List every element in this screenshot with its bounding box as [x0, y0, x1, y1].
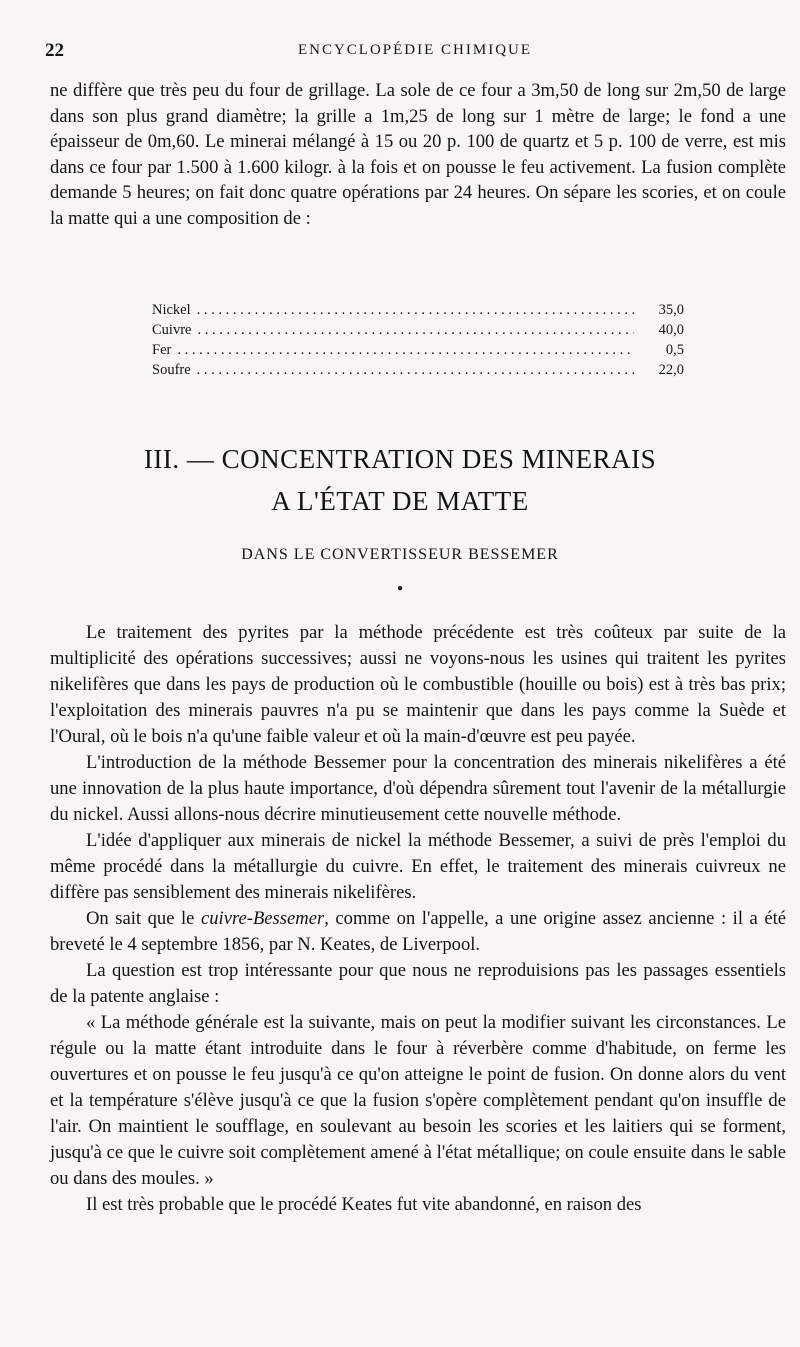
dot-leader [177, 340, 634, 360]
quote-paragraph: « La méthode générale est la suivante, mais on peut la modifier suivant les circonstances. Le régule ou la matte étant introduite dans le four à réverbère comme d'habitude, on ferme les ouvertures et on pousse le feu jusqu'à ce qu'on atteigne le point de fusion. On donne alors du vent et la température s'élève jusqu'à ce que la fusion s'opère complètement pendant qu'on insuffle de l'air. On maintient le soufflage, en soulevant au besoin les scories et les laitiers qui se forment, jusqu'à ce que le cuivre soit complètement amené à l'état métallique; on coule ensuite dans le sable ou dans des moules. » [50, 1012, 786, 1189]
composition-row [152, 320, 684, 340]
page-number: 22 [45, 40, 64, 61]
composition-value: 35,0 [658, 302, 684, 318]
composition-row [152, 300, 684, 320]
intro-paragraph: ne diffère que très peu du four de grillage. La sole de ce four a 3m,50 de long sur 2m,50 de large dans son plus grand diamètre; la grille a 1m,25 de long sur 1 mètre de large; le fond a une épaisseur de 0m,60. Le minerai mélangé à 15 ou 20 p. 100 de quartz et 5 p. 100 de verre, est mis dans ce four par 1.500 à 1.600 kilogr. à la fois et on pousse le feu activement. La fusion complète demande 5 heures; on fait donc quatre opérations par 24 heures. On sépare les scories, et on coule la matte qui a une composition de : [50, 80, 786, 229]
dot-leader [197, 360, 634, 380]
composition-row [152, 340, 684, 360]
italic-term: cuivre-Bessemer [200, 908, 325, 929]
composition-name: Cuivre [152, 322, 192, 338]
page-header [45, 40, 785, 66]
composition-value: 22,0 [658, 362, 684, 378]
composition-row [152, 360, 684, 380]
paragraph [50, 906, 786, 958]
section-title [0, 438, 800, 522]
section-title-line2: A L'ÉTAT DE MATTE [271, 486, 529, 516]
paragraph-text: , comme on l'appelle, a une origine assez ancienne : il a été breveté le 4 septembre 1856, par N. Keates, de Liverpool. [50, 908, 787, 955]
section-subtitle: DANS LE CONVERTISSEUR BESSEMER [241, 546, 559, 563]
paragraph-text: On sait que le [86, 908, 201, 929]
composition-value: 40,0 [658, 322, 684, 338]
paragraph: Le traitement des pyrites par la méthode précédente est très coûteux par suite de la multiplicité des opérations successives; aussi ne voyons-nous les usines qui traitent les pyrites nikelifères que dans les pays de production où le combustible (houille ou bois) est à très bas prix; l'exploitation des minerais pauvres n'a pu se maintenir que dans les pays comme la Suède et l'Oural, où le bois n'a qu'une faible valeur et où la main-d'œuvre est peu payée. [50, 622, 786, 747]
composition-table [152, 300, 684, 380]
paragraph: L'introduction de la méthode Bessemer pour la concentration des minerais nikelifères a été une innovation de la plus haute importance, d'où dépendra sûrement tout l'avenir de la métallurgie du nickel. Aussi allons-nous décrire minutieusement cette nouvelle méthode. [50, 752, 786, 825]
paragraph: Il est très probable que le procédé Keates fut vite abandonné, en raison des [86, 1194, 642, 1215]
ornament-icon: ● [396, 583, 404, 594]
paragraph: L'idée d'appliquer aux minerais de nickel la méthode Bessemer, a suivi de près l'emploi du même procédé dans la métallurgie du cuivre. En effet, le traitement des minerais cuivreux ne diffère pas sensiblement des minerais nikelifères. [50, 830, 786, 903]
dot-leader [197, 320, 634, 340]
paragraph: La question est trop intéressante pour que nous ne reproduisions pas les passages essentiels de la patente anglaise : [50, 960, 786, 1007]
composition-name: Fer [152, 342, 172, 358]
section-title-line1: III. — CONCENTRATION DES MINERAIS [143, 444, 657, 474]
dot-leader [197, 300, 634, 320]
composition-value: 0,5 [665, 342, 684, 358]
composition-name: Nickel [152, 302, 191, 318]
composition-name: Soufre [152, 362, 191, 378]
running-title: ENCYCLOPÉDIE CHIMIQUE [297, 42, 533, 58]
body-text [50, 620, 786, 1218]
